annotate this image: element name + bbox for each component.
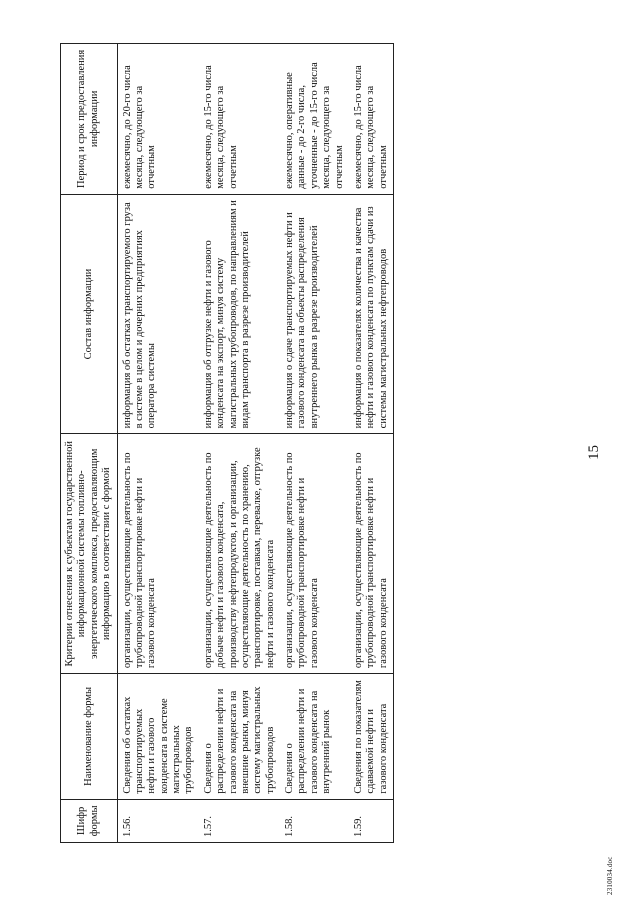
table-row xyxy=(117,44,199,843)
forms-table xyxy=(60,43,394,843)
table-row xyxy=(280,44,349,843)
row-criteria: организации, осуществляющие деятельность по трубопроводной транспортировке нефти и газового конденсата xyxy=(280,434,349,674)
row-period: ежемесячно, до 15-го числа месяца, следующего за отчетным xyxy=(349,44,394,195)
row-code: 1.56. xyxy=(117,799,199,842)
row-period: ежемесячно, до 20-го числа месяца, следующего за отчетным xyxy=(117,44,199,195)
row-code: 1.57. xyxy=(199,799,280,842)
row-code: 1.59. xyxy=(349,799,394,842)
header-period: Период и срок предоставления информации xyxy=(61,44,118,195)
footer-filename: 2310034.doc xyxy=(606,856,614,895)
row-name: Сведения о распределении нефти и газового конденсата на внешние рынки, минуя систему магистральных трубопроводов xyxy=(199,674,280,800)
table-row xyxy=(349,44,394,843)
row-criteria: организации, осуществляющие деятельность по трубопроводной транспортировке нефти и газового конденсата xyxy=(117,434,199,674)
row-code: 1.58. xyxy=(280,799,349,842)
row-period: ежемесячно, до 15-го числа месяца, следующего за отчетным xyxy=(199,44,280,195)
row-name: Сведения по показателям сдаваемой нефти и газового конденсата xyxy=(349,674,394,800)
page-number: 15 xyxy=(586,445,602,460)
row-composition: информация о сдаче транспортируемых нефти и газового конденсата на объекты распределения внутреннего рынка в разрезе производителей xyxy=(280,194,349,434)
row-period: ежемесячно, оперативные данные - до 2-го числа, уточненные - до 15-го числа месяца, следующего за отчетным xyxy=(280,44,349,195)
row-composition: информация об отгрузке нефти и газового конденсата на экспорт, минуя систему магистральных трубопроводов, по направлениям и видам транспорта в разрезе производителей xyxy=(199,194,280,434)
row-name: Сведения об остатках транспортируемых нефти и газового конденсата в системе магистральных трубопроводов xyxy=(117,674,199,800)
header-composition: Состав информации xyxy=(61,194,118,434)
row-composition: информация о показателях количества и качества нефти и газового конденсата по пунктам сдачи из системы магистральных нефтепроводов xyxy=(349,194,394,434)
table-row xyxy=(199,44,280,843)
row-name: Сведения о распределении нефти и газового конденсата на внутренний рынок xyxy=(280,674,349,800)
table-header-row xyxy=(61,44,118,843)
row-criteria: организации, осуществляющие деятельность по трубопроводной транспортировке нефти и газового конденсата xyxy=(349,434,394,674)
header-criteria: Критерии отнесения к субъектам государственной информационной системы топливно-энергетического комплекса, предоставляющим информацию в соответствии с формой xyxy=(61,434,118,674)
row-composition: информация об остатках транспортируемого груза в системе в целом и дочерних предприятиях оператора системы xyxy=(117,194,199,434)
header-name: Наименование формы xyxy=(61,674,118,800)
row-criteria: организации, осуществляющие деятельность по добыче нефти и газового конденсата, производству нефтепродуктов, и организации, осуществляющие деятельность по хранению, транспортировке, поставкам, перевалке, отгрузке нефти и газового конденсата xyxy=(199,434,280,674)
header-code: Шифр формы xyxy=(61,799,118,842)
